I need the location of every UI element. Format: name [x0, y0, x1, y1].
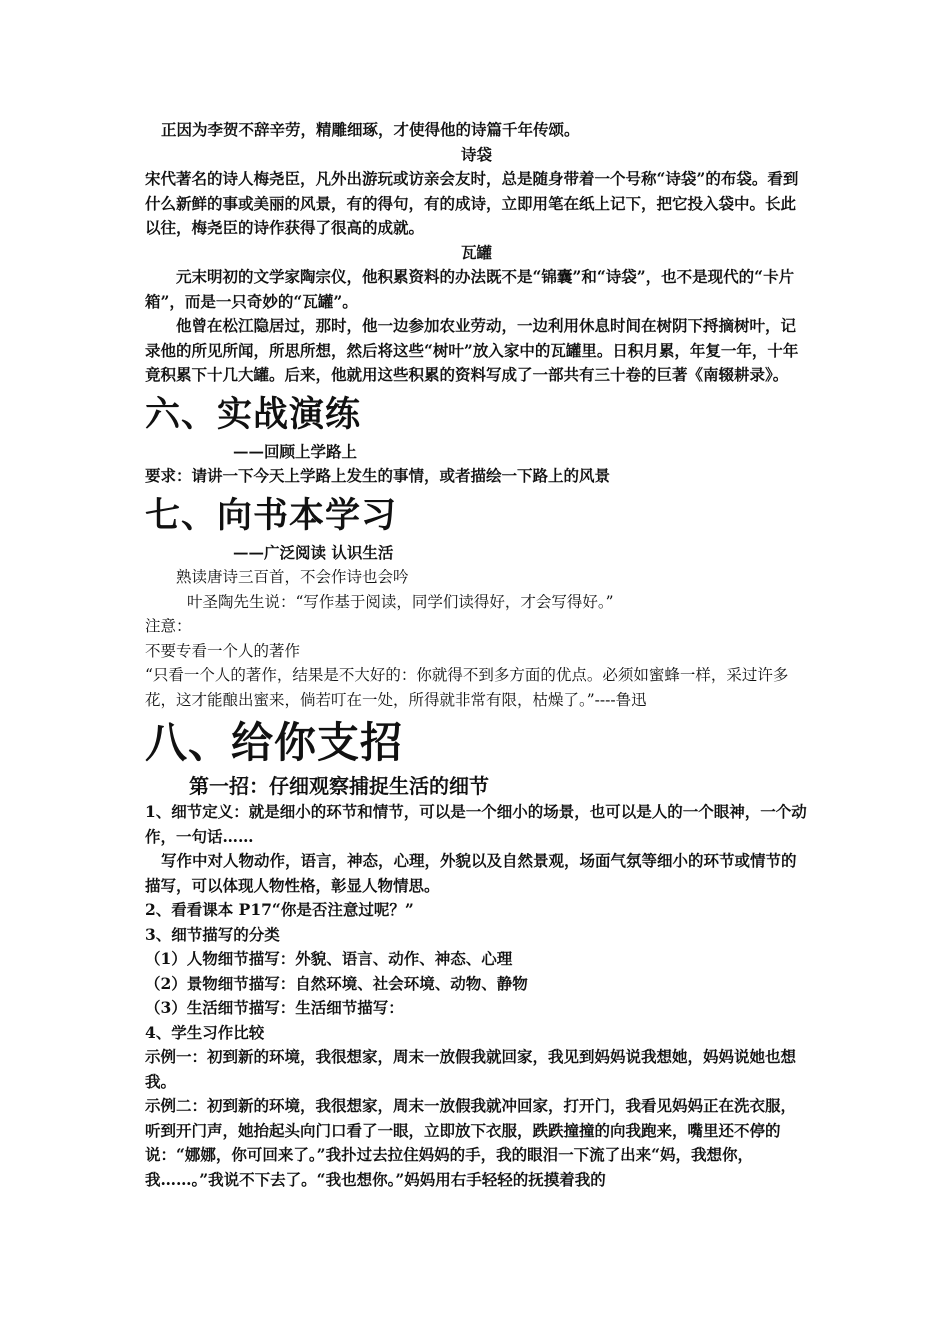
section7-note-label: 注意： [145, 617, 192, 635]
section8-item4: 4、学生习作比较 [145, 1022, 265, 1042]
section8-item1-desc: 写作中对人物动作，语言，神态，心理，外貌以及自然景观，场面气氛等细小的环节或情节的描写，可以体现人物性格，彰显人物情思。 [145, 851, 797, 895]
section8-example2: 示例二：初到新的环境，我很想家，周末一放假我就冲回家，打开门，我看见妈妈正在洗衣服，听到开门声，她抬起头向门口看了一眼，立即放下衣服，跌跌撞撞的向我跑来，嘴里还不停的说：“娜娜，你可回来了。”我扑过去拉住妈妈的手，我的眼泪一下流了出来“妈，我想你，我……。”我说不下去了。“我也想你。”妈妈用右手轻轻的抚摸着我的 [145, 1096, 797, 1189]
section8-item1: 1、细节定义：就是细小的环节和情节，可以是一个细小的场景，也可以是人的一个眼神，一个动作，一句话…… [145, 802, 807, 846]
section8-item3: 3、细节描写的分类 [145, 924, 280, 944]
document-page [145, 118, 808, 1192]
section8-item2: 2、看看课本 P17“你是否注意过呢？” [145, 900, 414, 919]
section8-title: 八、给你支招 [145, 718, 404, 767]
section6-subtitle: ——回顾上学路上 [233, 441, 358, 461]
section7-note1: 不要专看一个人的著作 [145, 641, 301, 660]
section8-cat1: （1）人物细节描写：外貌、语言、动作、神态、心理 [145, 949, 513, 968]
section8-example1: 示例一：初到新的环境，我很想家，周末一放假我就回家，我见到妈妈说我想她，妈妈说她也想我。 [145, 1047, 797, 1091]
section6-title: 六、实战演练 [145, 393, 362, 435]
section6-requirement: 要求：请讲一下今天上学路上发生的事情，或者描绘一下路上的风景 [145, 466, 611, 485]
section7-line2: 叶圣陶先生说：“写作基于阅读，同学们读得好，才会写得好。” [187, 592, 614, 611]
section8-cat2: （2）景物细节描写：自然环境、社会环境、动物、静物 [145, 973, 528, 993]
paragraph-li-he: 正因为李贺不辞辛劳，精雕细琢，才使得他的诗篇千年传颂。 [161, 120, 580, 139]
section8-cat3: （3）生活细节描写：生活细节描写： [145, 998, 404, 1017]
section7-line1: 熟读唐诗三百首，不会作诗也会吟 [176, 568, 409, 586]
heading-shidai: 诗袋 [460, 144, 492, 164]
paragraph-waguan-2: 他曾在松江隐居过，那时，他一边参加农业劳动，一边利用休息时间在树阴下捋摘树叶，记录他的所见所闻，所思所想，然后将这些“树叶”放入家中的瓦罐里。日积月累，年复一年，十年竟积累下十几大罐。后来，他就用这些积累的资料写成了一部共有三十卷的巨著《南辍耕录》。 [145, 316, 799, 384]
paragraph-waguan-1: 元末明初的文学家陶宗仪，他积累资料的办法既不是“锦囊”和“诗袋”，也不是现代的“卡片箱”，而是一只奇妙的“瓦罐”。 [145, 267, 795, 311]
section8-tip1-title: 第一招：仔细观察捕捉生活的细节 [189, 774, 489, 798]
section7-quote: “只看一个人的著作，结果是不大好的：你就得不到多方面的优点。必须如蜜蜂一样，采过许多花，这才能酿出蜜来，倘若叮在一处，所得就非常有限，枯燥了。”----鲁迅 [145, 666, 789, 709]
section7-title: 七、向书本学习 [145, 494, 398, 536]
paragraph-shidai: 宋代著名的诗人梅尧臣，凡外出游玩或访亲会友时，总是随身带着一个号称“诗袋”的布袋。看到什么新鲜的事或美丽的风景，有的得句，有的成诗，立即用笔在纸上记下，把它投入袋中。长此以往，梅尧臣的诗作获得了很高的成就。 [145, 169, 799, 237]
section7-subtitle: ——广泛阅读 认识生活 [233, 542, 394, 562]
heading-waguan: 瓦罐 [460, 242, 492, 262]
